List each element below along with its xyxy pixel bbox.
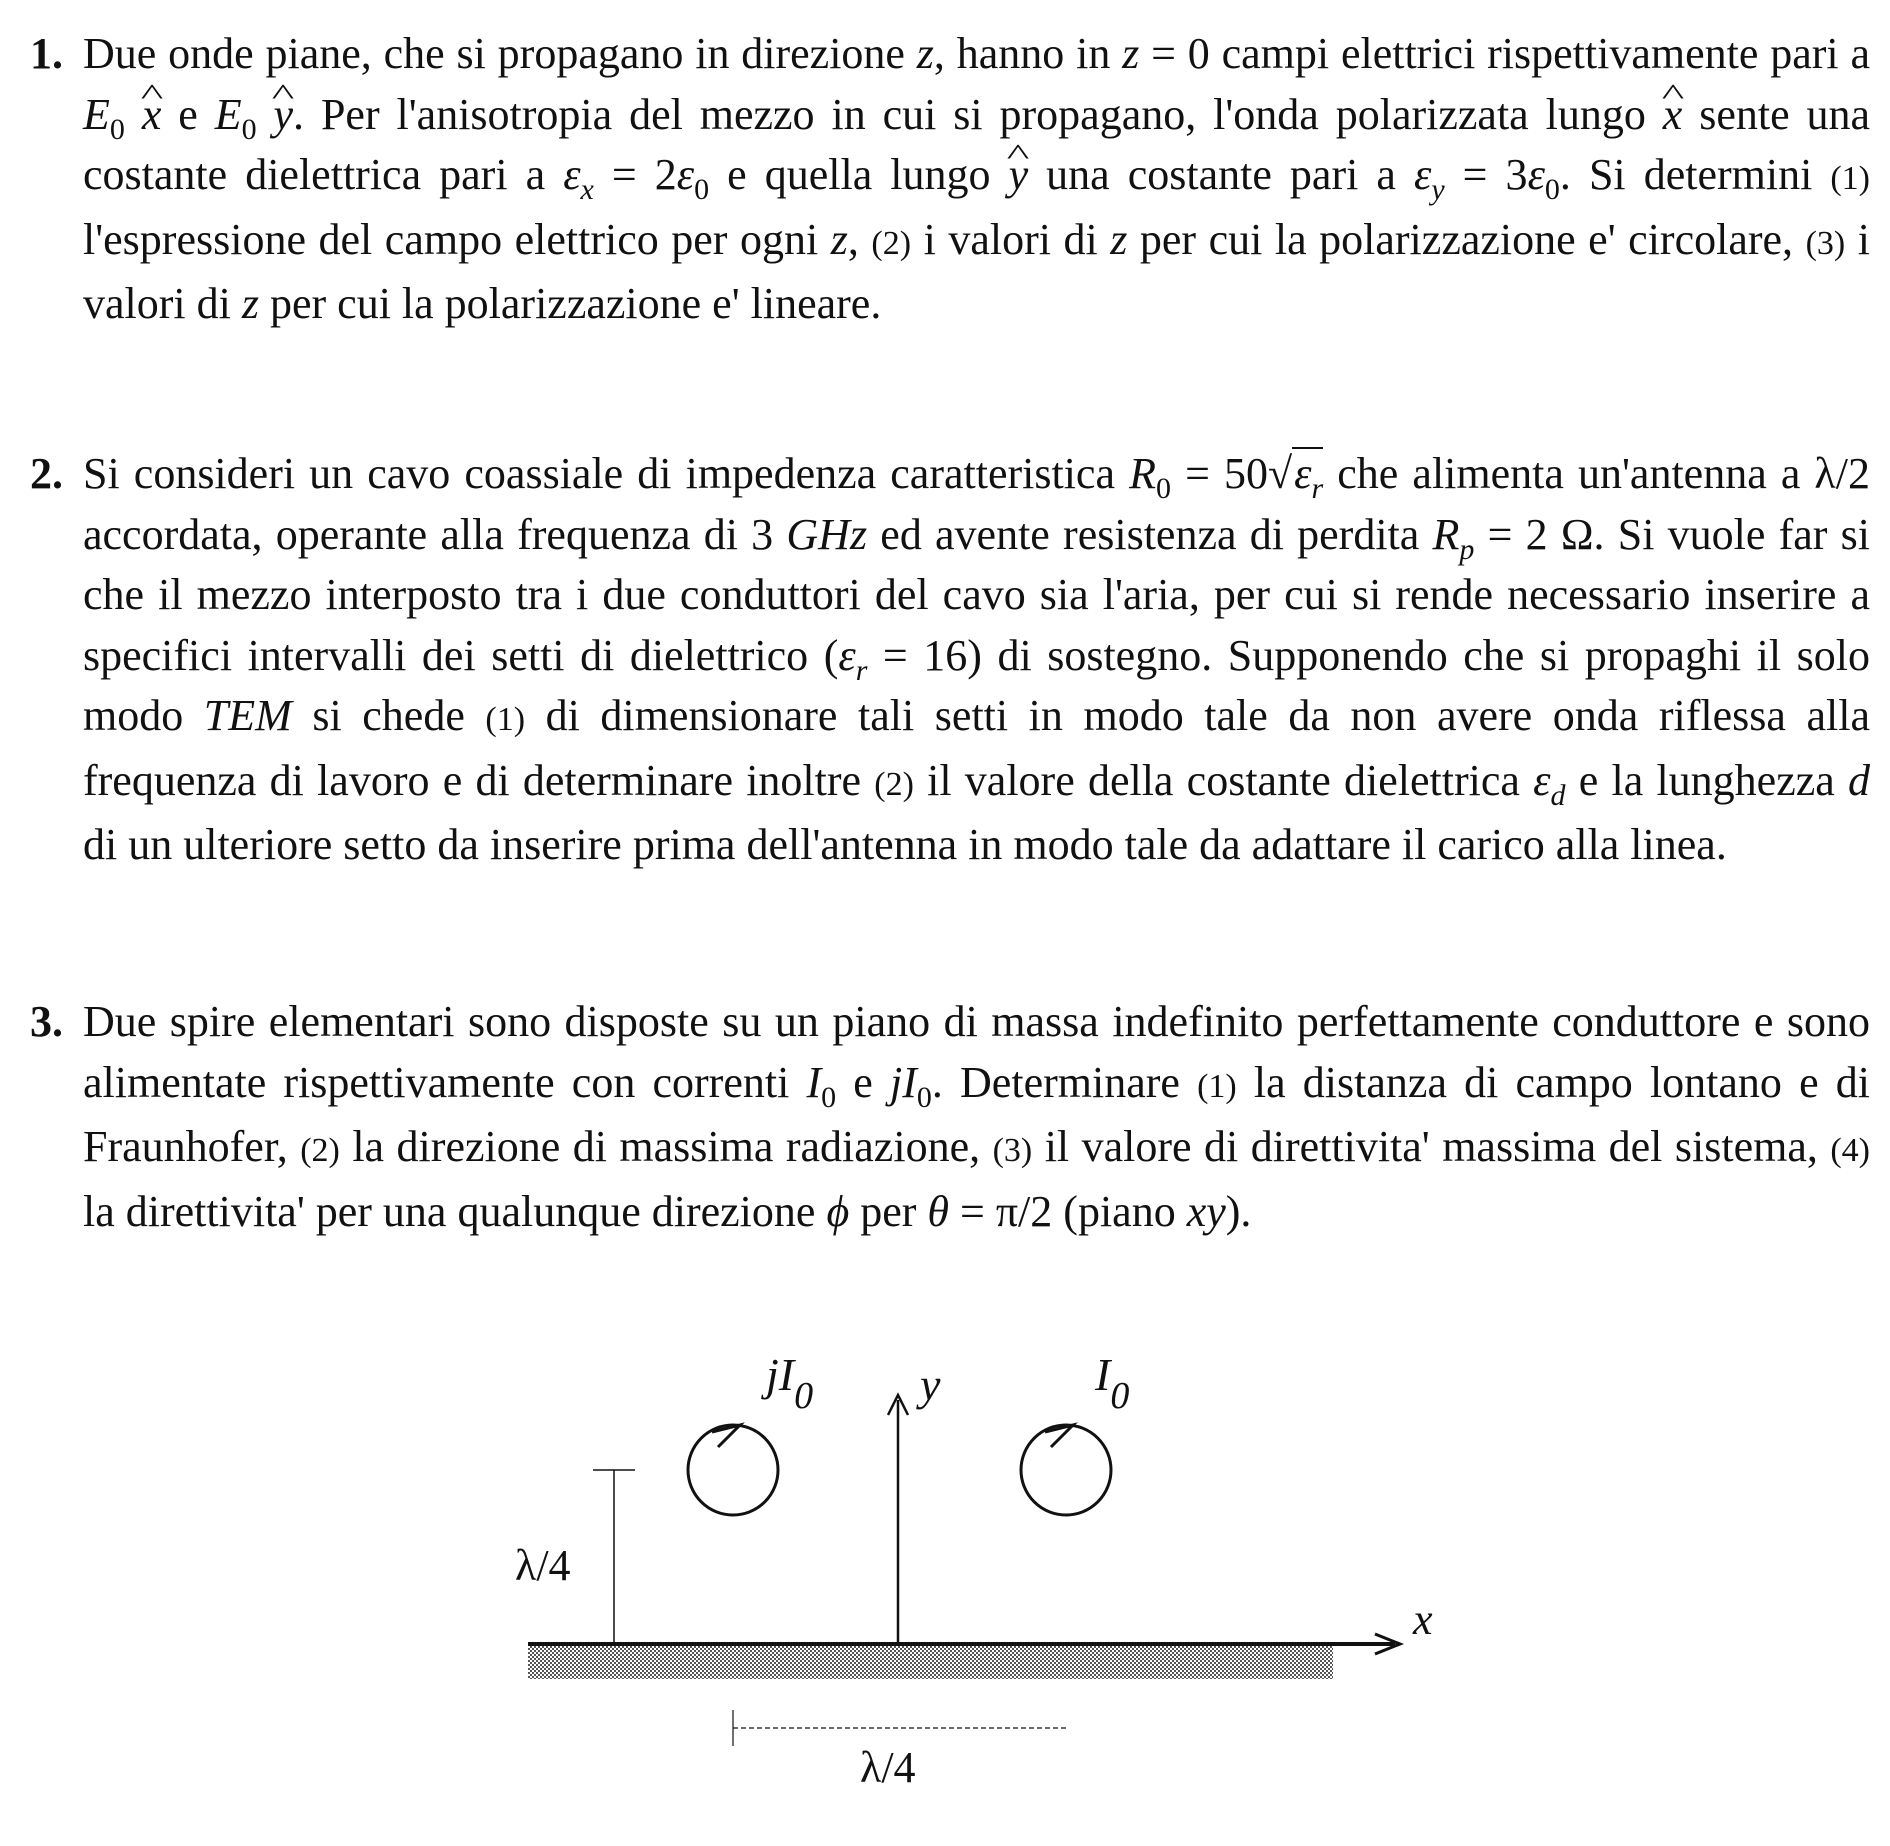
problem-number: 3. — [30, 997, 63, 1046]
loop-left — [688, 1425, 778, 1515]
ground-plane — [528, 1644, 1333, 1679]
height-label: λ/4 — [515, 1541, 571, 1590]
loop-right-label: $I_0$ — [1095, 1349, 1130, 1417]
loop-left-label: $jI_0$ — [766, 1349, 814, 1417]
x-axis-label: x — [1413, 1595, 1433, 1644]
problem-number: 2. — [30, 449, 63, 498]
problem-number: 1. — [30, 29, 63, 78]
problem-text: Due onde piane, che si propagano in direzione z, hanno in z = 0 campi elettrici rispettivamente pari a $E_0$ ^ x e $E_0$ ^ y. Per l'anisotropia del mezzo in cui si propagano, l'onda polarizzata lungo ^ x sente una costante dielettrica pari a $\varepsilon_x = 2\varepsilon_0$ e quella lungo ^ y una costante pari a $\varepsilon_y = 3\varepsilon_0$. Si determini (1) l'espressione del campo elettrico per ogni z, (2) i valori di z per cui la polarizzazione e' circolare, (3) i valori di z per cui la polarizzazione e' lineare. — [83, 24, 1870, 335]
y-axis-label: y — [920, 1359, 941, 1410]
problem-text: Si consideri un cavo coassiale di impedenza caratteristica $R_0 = 50√\varepsilon_r$ che alimenta un'antenna a λ/2 accordata, operante alla frequenza di 3 GHz ed avente resistenza di perdita $R_p = 2$ Ω. Si vuole far si che il mezzo interposto tra i due conduttori del cavo sia l'aria, per cui si rende necessario inserire a specifici intervalli dei setti di dielettrico $(\varepsilon_r = 16)$ di sostegno. Supponendo che si propaghi il solo modo TEM si chede (1) di dimensionare tali setti in modo tale da non avere onda riflessa alla frequenza di lavoro e di determinare inoltre (2) il valore della costante dielettrica $\varepsilon_d$ e la lunghezza d di un ulteriore setto da inserire prima dell'antenna in modo tale da adattare il carico alla linea. — [83, 449, 1871, 869]
loop-right — [1021, 1425, 1111, 1515]
problem-text: Due spire elementari sono disposte su un piano di massa indefinito perfettamente conduttore e sono alimentate rispettivamente con correnti $I_0$ e $jI_0$. Determinare (1) la distanza di campo lontano e di Fraunhofer, (2) la direzione di massima radiazione, (3) il valore di direttivita' massima del sistema, (4) la direttivita' per una qualunque direzione ϕ per θ = π/2 (piano xy). — [83, 997, 1871, 1236]
spacing-label: λ/4 — [860, 1743, 916, 1792]
